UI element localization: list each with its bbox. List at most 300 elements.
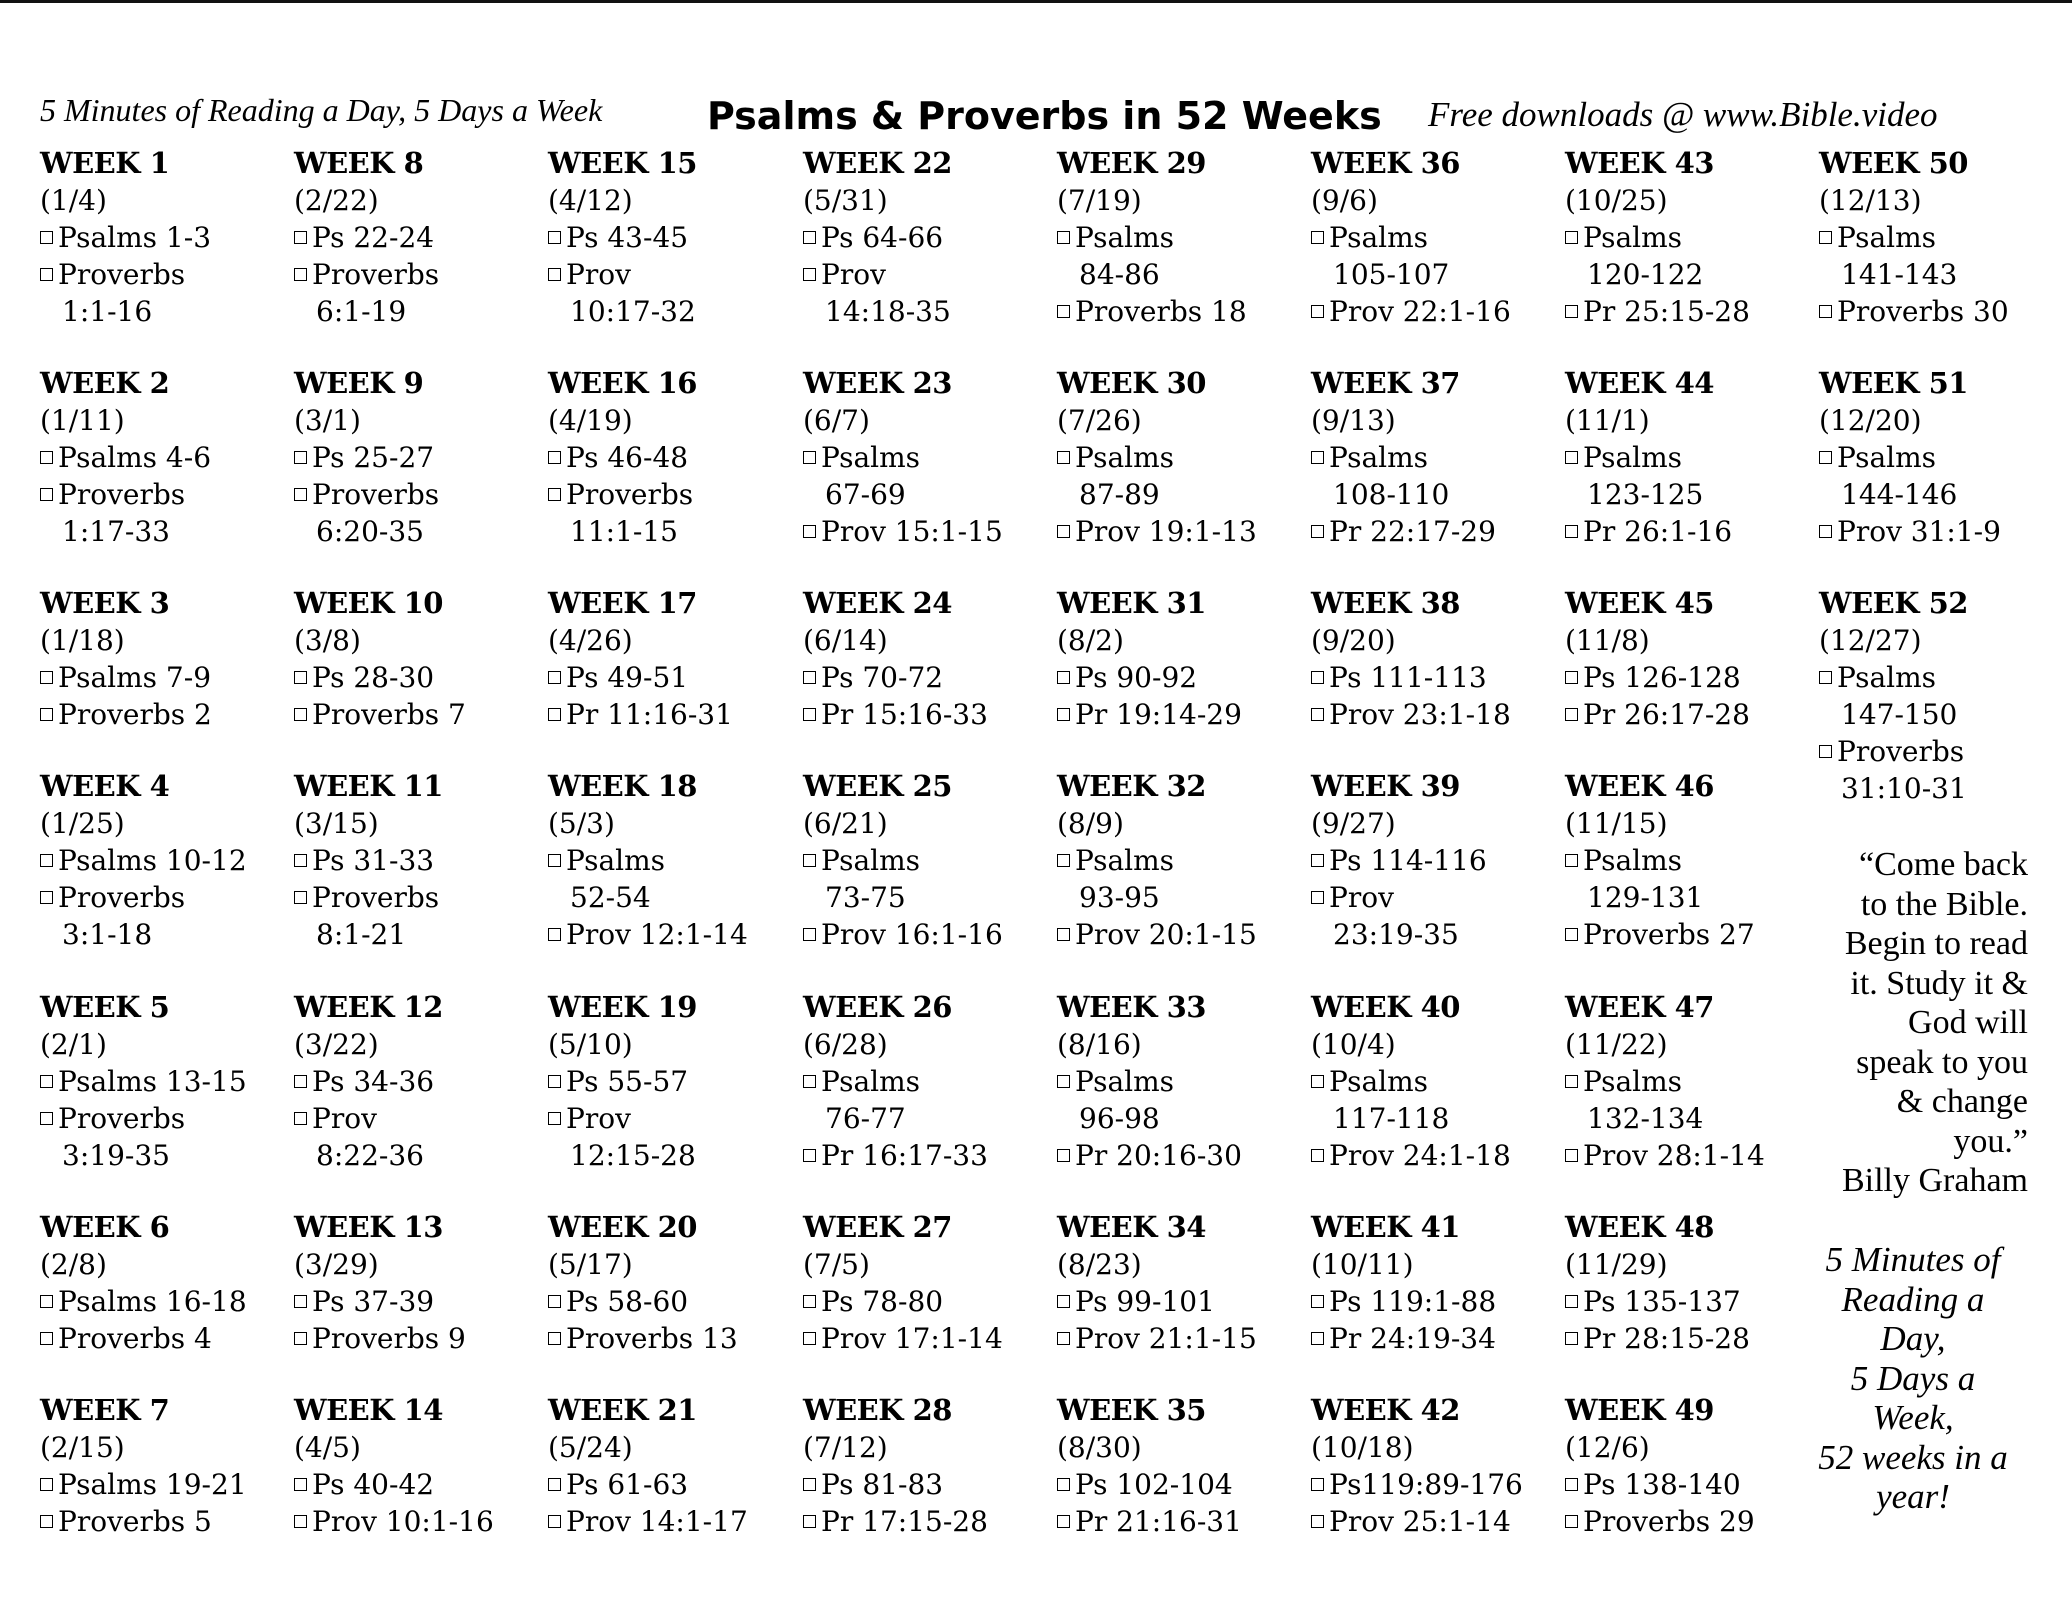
reading-text: 129-131 (1587, 881, 1704, 914)
checkbox-icon[interactable] (1565, 1149, 1578, 1162)
checkbox-icon[interactable] (1311, 1149, 1324, 1162)
reading-text: Ps 61-63 (566, 1468, 689, 1501)
week-block (1565, 365, 1815, 550)
reading-item (294, 1063, 544, 1100)
reading-item (1311, 1283, 1561, 1320)
reading-text: Psalms (1837, 661, 1937, 694)
reading-text: Pr 25:15-28 (1583, 295, 1750, 328)
reading-text: Prov 28:1-14 (1583, 1139, 1765, 1172)
week-title: WEEK 48 (1565, 1210, 1714, 1244)
checkbox-icon[interactable] (40, 231, 53, 244)
reading-item (40, 659, 290, 696)
reading-item (1057, 293, 1307, 330)
reading-item-continued (1057, 256, 1307, 293)
checkbox-icon[interactable] (1565, 305, 1578, 318)
reading-item (40, 476, 290, 513)
reading-text: Proverbs (58, 258, 186, 291)
reading-text: Prov 21:1-15 (1075, 1322, 1257, 1355)
week-date: (4/19) (548, 404, 633, 437)
checkbox-icon[interactable] (548, 231, 561, 244)
checkbox-icon[interactable] (40, 451, 53, 464)
checkbox-icon[interactable] (803, 1295, 816, 1308)
checkbox-icon[interactable] (294, 488, 307, 501)
reading-item-continued (1819, 696, 2069, 733)
week-title: WEEK 9 (294, 366, 424, 400)
reading-text: Proverbs 27 (1583, 918, 1755, 951)
week-title: WEEK 6 (40, 1210, 170, 1244)
week-block (294, 989, 544, 1174)
week-title: WEEK 23 (803, 366, 952, 400)
week-date: (1/11) (40, 404, 125, 437)
checkbox-icon[interactable] (1311, 231, 1324, 244)
checkbox-icon[interactable] (1311, 1515, 1324, 1528)
reading-item-continued (1311, 1100, 1561, 1137)
reading-item (1311, 1320, 1561, 1357)
checkbox-icon[interactable] (1819, 305, 1832, 318)
billy-graham-quote (1800, 845, 2028, 1201)
reading-item (1311, 659, 1561, 696)
checkbox-icon[interactable] (548, 1515, 561, 1528)
reading-item (1311, 293, 1561, 330)
checkbox-icon[interactable] (1565, 928, 1578, 941)
reading-text: Pr 26:1-16 (1583, 515, 1733, 548)
week-date: (10/4) (1311, 1028, 1396, 1061)
week-date: (12/27) (1819, 624, 1922, 657)
checkbox-icon[interactable] (1057, 671, 1070, 684)
reading-item-continued (803, 1100, 1053, 1137)
reading-item (1819, 733, 2069, 770)
week-block (803, 585, 1053, 733)
reading-text: 3:19-35 (62, 1139, 170, 1172)
reading-item (40, 256, 290, 293)
checkbox-icon[interactable] (1311, 1332, 1324, 1345)
week-block (294, 768, 544, 953)
checkbox-icon[interactable] (1311, 525, 1324, 538)
week-block (1057, 365, 1307, 550)
reading-item (40, 1503, 290, 1540)
checkbox-icon[interactable] (1057, 1149, 1070, 1162)
reading-text: Prov 17:1-14 (821, 1322, 1003, 1355)
checkbox-icon[interactable] (294, 1112, 307, 1125)
reading-item (1311, 219, 1561, 256)
reading-item-continued (803, 476, 1053, 513)
week-title: WEEK 28 (803, 1393, 952, 1427)
week-block (1565, 145, 1815, 330)
reading-text: 3:1-18 (62, 918, 153, 951)
reading-text: Prov 16:1-16 (821, 918, 1003, 951)
reading-item (40, 1100, 290, 1137)
week-block (548, 768, 798, 953)
checkbox-icon[interactable] (294, 854, 307, 867)
checkbox-icon[interactable] (1565, 231, 1578, 244)
reading-item (1057, 219, 1307, 256)
week-title: WEEK 4 (40, 769, 170, 803)
checkbox-icon[interactable] (1311, 708, 1324, 721)
reading-text: Proverbs 5 (58, 1505, 212, 1538)
week-date: (3/1) (294, 404, 361, 437)
week-title: WEEK 30 (1057, 366, 1206, 400)
reading-item (1057, 513, 1307, 550)
reading-text: Proverbs 2 (58, 698, 212, 731)
checkbox-icon[interactable] (1311, 854, 1324, 867)
week-title: WEEK 50 (1819, 146, 1968, 180)
week-date: (10/11) (1311, 1248, 1414, 1281)
reading-text: Proverbs 13 (566, 1322, 738, 1355)
week-date: (9/20) (1311, 624, 1396, 657)
reading-item (803, 659, 1053, 696)
reading-item-continued (803, 293, 1053, 330)
week-date: (6/28) (803, 1028, 888, 1061)
reading-text: Proverbs 7 (312, 698, 466, 731)
reading-text: Psalms 16-18 (58, 1285, 247, 1318)
reading-text: Pr 24:19-34 (1329, 1322, 1496, 1355)
reading-item (1565, 1503, 1815, 1540)
reading-text: Prov (312, 1102, 377, 1135)
week-date: (8/30) (1057, 1431, 1142, 1464)
checkbox-icon[interactable] (1057, 1332, 1070, 1345)
reading-text: Pr 20:16-30 (1075, 1139, 1242, 1172)
reading-text: Prov 12:1-14 (566, 918, 748, 951)
reading-item (1565, 1283, 1815, 1320)
header-download-link[interactable]: Free downloads @ www.Bible.video (1428, 95, 1938, 134)
checkbox-icon[interactable] (294, 1515, 307, 1528)
week-title: WEEK 47 (1565, 990, 1714, 1024)
reading-text: Ps 78-80 (821, 1285, 944, 1318)
reading-text: Prov 22:1-16 (1329, 295, 1511, 328)
checkbox-icon[interactable] (1057, 525, 1070, 538)
reading-item (1311, 1137, 1561, 1174)
reading-item-continued (294, 293, 544, 330)
week-date: (6/21) (803, 807, 888, 840)
reading-item (548, 659, 798, 696)
week-title: WEEK 5 (40, 990, 170, 1024)
reading-item (1057, 1063, 1307, 1100)
checkbox-icon[interactable] (1819, 671, 1832, 684)
checkbox-icon[interactable] (803, 268, 816, 281)
reading-item (803, 256, 1053, 293)
reading-item (1311, 439, 1561, 476)
checkbox-icon[interactable] (1311, 891, 1324, 904)
week-date: (11/1) (1565, 404, 1650, 437)
week-date: (3/15) (294, 807, 379, 840)
checkbox-icon[interactable] (548, 708, 561, 721)
reading-text: Psalms (1837, 221, 1937, 254)
checkbox-icon[interactable] (803, 854, 816, 867)
week-date: (5/3) (548, 807, 615, 840)
reading-text: 8:22-36 (316, 1139, 424, 1172)
reading-text: Ps 111-113 (1329, 661, 1487, 694)
checkbox-icon[interactable] (1311, 451, 1324, 464)
week-block (1057, 1209, 1307, 1357)
checkbox-icon[interactable] (40, 1515, 53, 1528)
checkbox-icon[interactable] (803, 1515, 816, 1528)
reading-text: 141-143 (1841, 258, 1958, 291)
checkbox-icon[interactable] (1565, 708, 1578, 721)
reading-text: Psalms (566, 844, 666, 877)
checkbox-icon[interactable] (40, 1295, 53, 1308)
week-block (40, 768, 290, 953)
checkbox-icon[interactable] (1565, 671, 1578, 684)
checkbox-icon[interactable] (40, 1478, 53, 1491)
week-block (1057, 989, 1307, 1174)
week-title: WEEK 34 (1057, 1210, 1206, 1244)
checkbox-icon[interactable] (548, 1112, 561, 1125)
reading-item (1565, 659, 1815, 696)
checkbox-icon[interactable] (548, 928, 561, 941)
reading-item (294, 476, 544, 513)
checkbox-icon[interactable] (1565, 1515, 1578, 1528)
checkbox-icon[interactable] (294, 1478, 307, 1491)
checkbox-icon[interactable] (294, 451, 307, 464)
checkbox-icon[interactable] (803, 1332, 816, 1345)
checkbox-icon[interactable] (1819, 745, 1832, 758)
checkbox-icon[interactable] (294, 671, 307, 684)
week-block (1057, 145, 1307, 330)
checkbox-icon[interactable] (1057, 1515, 1070, 1528)
top-border (0, 0, 2072, 3)
checkbox-icon[interactable] (294, 231, 307, 244)
reading-item (294, 696, 544, 733)
reading-text: Pr 21:16-31 (1075, 1505, 1242, 1538)
checkbox-icon[interactable] (803, 451, 816, 464)
reading-item-continued (1565, 476, 1815, 513)
week-block (548, 365, 798, 550)
checkbox-icon[interactable] (294, 1075, 307, 1088)
checkbox-icon[interactable] (1819, 451, 1832, 464)
checkbox-icon[interactable] (803, 928, 816, 941)
checkbox-icon[interactable] (548, 268, 561, 281)
week-block (1311, 585, 1561, 733)
reading-item (294, 1283, 544, 1320)
checkbox-icon[interactable] (803, 708, 816, 721)
week-date: (4/26) (548, 624, 633, 657)
week-title: WEEK 10 (294, 586, 443, 620)
reading-text: Ps 70-72 (821, 661, 944, 694)
checkbox-icon[interactable] (40, 891, 53, 904)
week-date: (2/8) (40, 1248, 107, 1281)
reading-item (1311, 513, 1561, 550)
checkbox-icon[interactable] (40, 708, 53, 721)
reading-item (1565, 842, 1815, 879)
reading-text: Proverbs 9 (312, 1322, 466, 1355)
week-date: (11/29) (1565, 1248, 1668, 1281)
week-title: WEEK 24 (803, 586, 952, 620)
checkbox-icon[interactable] (548, 1295, 561, 1308)
reading-item (548, 1100, 798, 1137)
checkbox-icon[interactable] (1057, 708, 1070, 721)
quote-line: & change (1896, 1083, 2028, 1120)
checkbox-icon[interactable] (1057, 1478, 1070, 1491)
week-date: (1/4) (40, 184, 107, 217)
quote-author: Billy Graham (1841, 1162, 2028, 1199)
quote-line: it. Study it & (1850, 964, 2028, 1002)
checkbox-icon[interactable] (1819, 231, 1832, 244)
reading-item (1311, 696, 1561, 733)
week-title: WEEK 27 (803, 1210, 952, 1244)
reading-text: Psalms (821, 844, 921, 877)
quote-line: speak to you (1856, 1043, 2028, 1081)
reading-text: 123-125 (1587, 478, 1704, 511)
checkbox-icon[interactable] (294, 891, 307, 904)
page-title: Psalms & Proverbs in 52 Weeks (707, 94, 1382, 138)
checkbox-icon[interactable] (1057, 305, 1070, 318)
checkbox-icon[interactable] (1057, 1295, 1070, 1308)
motto-line: Reading a (1841, 1279, 1985, 1319)
checkbox-icon[interactable] (1057, 1075, 1070, 1088)
reading-item (548, 219, 798, 256)
week-date: (4/5) (294, 1431, 361, 1464)
checkbox-icon[interactable] (1565, 1295, 1578, 1308)
checkbox-icon[interactable] (40, 671, 53, 684)
reading-item-continued (803, 879, 1053, 916)
reading-item (803, 1063, 1053, 1100)
checkbox-icon[interactable] (803, 1149, 816, 1162)
checkbox-icon[interactable] (1819, 525, 1832, 538)
reading-text: Prov (1329, 881, 1394, 914)
reading-item (803, 1466, 1053, 1503)
reading-text: 1:17-33 (62, 515, 170, 548)
reading-text: Psalms 1-3 (58, 221, 212, 254)
reading-text: Pr 16:17-33 (821, 1139, 988, 1172)
checkbox-icon[interactable] (548, 488, 561, 501)
reading-text: Psalms (821, 441, 921, 474)
checkbox-icon[interactable] (548, 1332, 561, 1345)
week-date: (9/27) (1311, 807, 1396, 840)
reading-item (1057, 842, 1307, 879)
week-title: WEEK 12 (294, 990, 443, 1024)
checkbox-icon[interactable] (40, 1075, 53, 1088)
week-block (803, 1209, 1053, 1357)
week-block (548, 145, 798, 330)
reading-text: 132-134 (1587, 1102, 1704, 1135)
checkbox-icon[interactable] (1565, 525, 1578, 538)
week-block (40, 1209, 290, 1357)
reading-text: Psalms 13-15 (58, 1065, 247, 1098)
reading-item (40, 879, 290, 916)
reading-text: Ps 43-45 (566, 221, 689, 254)
week-title: WEEK 41 (1311, 1210, 1460, 1244)
reading-item (803, 1137, 1053, 1174)
checkbox-icon[interactable] (1311, 1075, 1324, 1088)
reading-item (40, 1320, 290, 1357)
reading-item (1057, 1283, 1307, 1320)
checkbox-icon[interactable] (40, 854, 53, 867)
week-date: (9/6) (1311, 184, 1378, 217)
reading-item (548, 1503, 798, 1540)
week-date: (12/6) (1565, 1431, 1650, 1464)
checkbox-icon[interactable] (294, 708, 307, 721)
checkbox-icon[interactable] (1311, 1295, 1324, 1308)
week-title: WEEK 32 (1057, 769, 1206, 803)
checkbox-icon[interactable] (548, 1075, 561, 1088)
checkbox-icon[interactable] (803, 1478, 816, 1491)
reading-text: Ps 64-66 (821, 221, 944, 254)
reading-item-continued (1565, 1100, 1815, 1137)
reading-item-continued (1057, 1100, 1307, 1137)
reading-item (1057, 1137, 1307, 1174)
checkbox-icon[interactable] (1057, 854, 1070, 867)
reading-text: Ps 119:1-88 (1329, 1285, 1497, 1318)
week-title: WEEK 19 (548, 990, 697, 1024)
checkbox-icon[interactable] (40, 1112, 53, 1125)
reading-text: Psalms (1329, 1065, 1429, 1098)
checkbox-icon[interactable] (1565, 451, 1578, 464)
reading-item (548, 439, 798, 476)
reading-text: Ps 31-33 (312, 844, 435, 877)
reading-item (294, 1320, 544, 1357)
checkbox-icon[interactable] (40, 268, 53, 281)
week-date: (7/12) (803, 1431, 888, 1464)
checkbox-icon[interactable] (1057, 231, 1070, 244)
reading-text: Prov 23:1-18 (1329, 698, 1511, 731)
week-date: (8/2) (1057, 624, 1124, 657)
checkbox-icon[interactable] (548, 1478, 561, 1491)
checkbox-icon[interactable] (40, 488, 53, 501)
reading-text: Ps 135-137 (1583, 1285, 1741, 1318)
reading-text: Ps 40-42 (312, 1468, 435, 1501)
week-date: (3/29) (294, 1248, 379, 1281)
reading-text: Proverbs 4 (58, 1322, 212, 1355)
reading-text: Proverbs (1837, 735, 1965, 768)
reading-item-continued (40, 513, 290, 550)
reading-text: 73-75 (825, 881, 906, 914)
checkbox-icon[interactable] (803, 525, 816, 538)
reading-item (803, 513, 1053, 550)
reading-item-continued (1057, 879, 1307, 916)
reading-item-continued (1819, 770, 2069, 807)
checkbox-icon[interactable] (294, 1332, 307, 1345)
checkbox-icon[interactable] (803, 231, 816, 244)
checkbox-icon[interactable] (40, 1332, 53, 1345)
week-block (294, 1392, 544, 1540)
checkbox-icon[interactable] (1311, 671, 1324, 684)
reading-text: Ps 25-27 (312, 441, 435, 474)
reading-text: 11:1-15 (570, 515, 678, 548)
checkbox-icon[interactable] (548, 451, 561, 464)
checkbox-icon[interactable] (1565, 854, 1578, 867)
week-title: WEEK 29 (1057, 146, 1206, 180)
reading-item (1565, 916, 1815, 953)
reading-text: Proverbs 18 (1075, 295, 1247, 328)
checkbox-icon[interactable] (1565, 1075, 1578, 1088)
checkbox-icon[interactable] (803, 671, 816, 684)
checkbox-icon[interactable] (1311, 305, 1324, 318)
checkbox-icon[interactable] (548, 671, 561, 684)
week-date: (11/8) (1565, 624, 1650, 657)
checkbox-icon[interactable] (1565, 1478, 1578, 1491)
week-block (40, 365, 290, 550)
checkbox-icon[interactable] (548, 854, 561, 867)
week-block (1565, 989, 1815, 1174)
week-title: WEEK 45 (1565, 586, 1714, 620)
checkbox-icon[interactable] (1311, 1478, 1324, 1491)
checkbox-icon[interactable] (1057, 928, 1070, 941)
reading-text: Psalms (1075, 844, 1175, 877)
checkbox-icon[interactable] (803, 1075, 816, 1088)
reading-item (548, 696, 798, 733)
reading-text: Ps 28-30 (312, 661, 435, 694)
checkbox-icon[interactable] (294, 1295, 307, 1308)
week-title: WEEK 52 (1819, 586, 1968, 620)
reading-item (1057, 439, 1307, 476)
motto-line: year! (1876, 1477, 1950, 1516)
checkbox-icon[interactable] (1565, 1332, 1578, 1345)
week-title: WEEK 7 (40, 1393, 170, 1427)
reading-text: Prov 14:1-17 (566, 1505, 748, 1538)
checkbox-icon[interactable] (294, 268, 307, 281)
checkbox-icon[interactable] (1057, 451, 1070, 464)
reading-item-continued (548, 879, 798, 916)
